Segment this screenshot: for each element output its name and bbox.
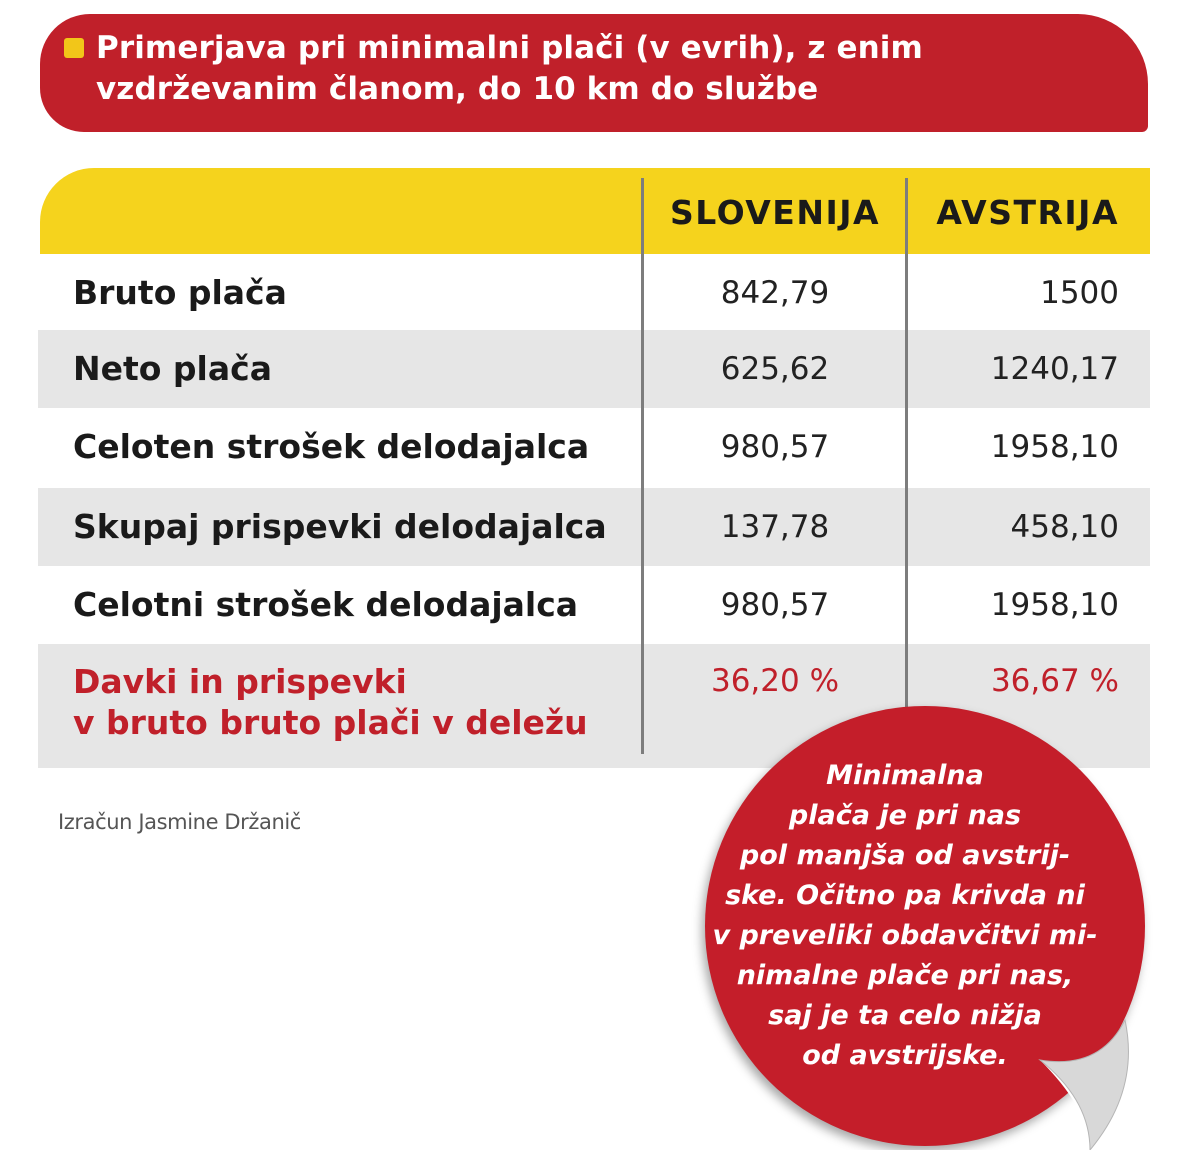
title-bullet-icon — [64, 38, 84, 58]
value-austria: 1500 — [1040, 275, 1119, 311]
table-row — [38, 330, 1150, 408]
highlight-label-line1: Davki in prispevki — [73, 662, 407, 701]
row-label: Celotni strošek delodajalca — [73, 585, 579, 624]
value-slovenia: 980,57 — [720, 587, 830, 623]
highlight-label-line2: v bruto bruto plači v deležu — [73, 703, 588, 742]
page-title: Primerjava pri minimalni plači (v evrih), z enim vzdrževanim članom, do 10 km do službe — [96, 30, 923, 107]
value-slovenia: 980,57 — [720, 429, 830, 465]
column-header-austria: AVSTRIJA — [936, 193, 1119, 232]
highlight-row-label — [73, 661, 633, 743]
row-label: Celoten strošek delodajalca — [73, 427, 590, 466]
table-row — [38, 254, 1150, 332]
column-divider — [641, 178, 644, 754]
table-row — [38, 566, 1150, 644]
page-curl-icon — [1030, 1000, 1180, 1150]
row-label: Bruto plača — [73, 273, 287, 312]
value-slovenia: 842,79 — [720, 275, 830, 311]
row-label: Neto plača — [73, 349, 272, 388]
source-credit: Izračun Jasmine Držanič — [58, 810, 301, 834]
value-austria: 1958,10 — [990, 429, 1119, 465]
value-austria: 1958,10 — [990, 587, 1119, 623]
highlight-value-austria: 36,67 % — [990, 663, 1119, 699]
callout-text: Minimalna plača je pri nas pol manjša od avstrij- ske. Očitno pa krivda ni v preveliki obdavčitvi mi- nimalne plače pri nas, saj je ta celo nižja od avstrijske. — [712, 760, 1098, 1071]
value-slovenia: 137,78 — [720, 509, 830, 545]
highlight-value-slovenia: 36,20 % — [710, 663, 840, 699]
title-banner — [40, 14, 1148, 132]
value-austria: 1240,17 — [990, 351, 1119, 387]
table-row — [38, 488, 1150, 566]
value-austria: 458,10 — [1010, 509, 1119, 545]
value-slovenia: 625,62 — [720, 351, 830, 387]
column-divider — [905, 178, 908, 754]
table-row — [38, 408, 1150, 486]
column-header-slovenia: SLOVENIJA — [669, 193, 881, 232]
row-label: Skupaj prispevki delodajalca — [73, 507, 607, 546]
